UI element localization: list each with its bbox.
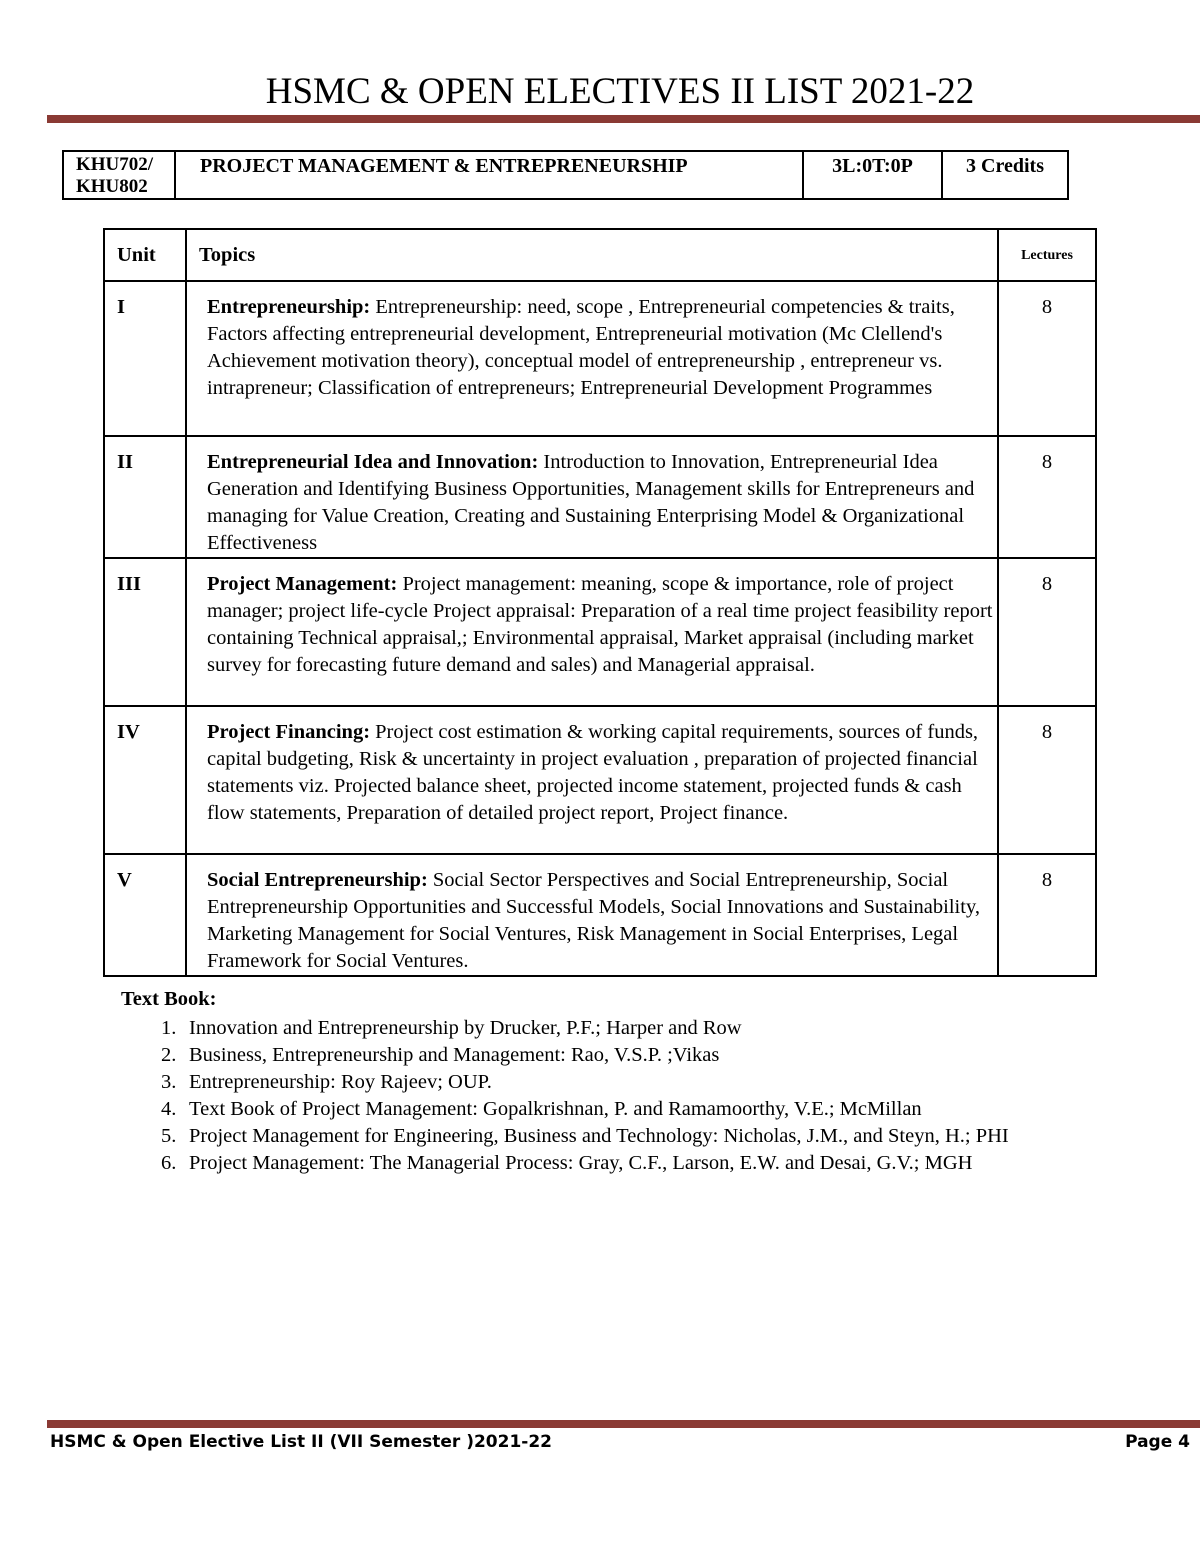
header-rule (47, 115, 1200, 123)
list-item-number: 2. (161, 1044, 177, 1066)
unit-number: II (104, 436, 186, 558)
unit-text: Entrepreneurship: need, scope , Entrepreneurial competencies & traits, Factors affecting entrepreneurial development, Entrepreneurial motivation (Mc Clellend's Achievement motivation theory), conceptual model of entrepreneurship , entrepreneur vs. intrapreneur; Classification of entrepreneurs; Entrepreneurial Development Programmes (207, 296, 955, 399)
unit-lectures: 8 (998, 706, 1096, 854)
unit-number: IV (104, 706, 186, 854)
list-item (161, 1069, 1101, 1096)
unit-topics (186, 854, 998, 976)
unit-topics (186, 706, 998, 854)
unit-topics (186, 558, 998, 706)
textbook-title: Text Book: (121, 988, 217, 1010)
unit-lectures: 8 (998, 281, 1096, 436)
header-unit: Unit (104, 229, 186, 281)
header-topics: Topics (186, 229, 998, 281)
list-item-text: Innovation and Entrepreneurship by Drucker, P.F.; Harper and Row (189, 1017, 742, 1039)
course-info-row (63, 151, 1068, 199)
list-item-number: 6. (161, 1152, 177, 1174)
unit-text: Project management: meaning, scope & importance, role of project manager; project life-cycle Project appraisal: Preparation of a real time project feasibility report containing Technical appraisal,; Environmental appraisal, Market appraisal (including market survey for forecasting future demand and sales) and Managerial appraisal. (207, 573, 993, 676)
course-credits: 3 Credits (942, 151, 1068, 199)
unit-number: I (104, 281, 186, 436)
unit-heading: Project Management: (207, 573, 398, 595)
list-item-number: 5. (161, 1125, 177, 1147)
list-item (161, 1123, 1101, 1150)
table-row (104, 558, 1096, 706)
list-item (161, 1015, 1101, 1042)
course-title: PROJECT MANAGEMENT & ENTREPRENEURSHIP (175, 151, 803, 199)
course-ltp: 3L:0T:0P (803, 151, 942, 199)
table-row (104, 706, 1096, 854)
unit-heading: Entrepreneurial Idea and Innovation: (207, 451, 539, 473)
list-item-number: 4. (161, 1098, 177, 1120)
unit-heading: Social Entrepreneurship: (207, 869, 428, 891)
course-code: KHU702/ KHU802 (63, 151, 175, 199)
table-row (104, 436, 1096, 558)
unit-number: V (104, 854, 186, 976)
page-title: HSMC & OPEN ELECTIVES II LIST 2021-22 (265, 71, 975, 112)
unit-text: Social Sector Perspectives and Social Entrepreneurship, Social Entrepreneurship Opportunities and Successful Models, Social Innovations and Sustainability, Marketing Management for Social Ventures, Risk Management in Social Enterprises, Legal Framework for Social Ventures. (207, 869, 980, 972)
footer-document-label: HSMC & Open Elective List II (VII Semester )2021-22 (50, 1432, 553, 1452)
list-item-text: Project Management: The Managerial Process: Gray, C.F., Larson, E.W. and Desai, G.V.; MGH (189, 1152, 973, 1174)
page-number: Page 4 (1125, 1432, 1190, 1452)
unit-topics (186, 436, 998, 558)
list-item-text: Text Book of Project Management: Gopalkrishnan, P. and Ramamoorthy, V.E.; McMillan (189, 1098, 922, 1120)
header-lectures: Lectures (998, 229, 1096, 281)
course-info-table (62, 150, 1069, 200)
unit-heading: Project Financing: (207, 721, 371, 743)
list-item-text: Business, Entrepreneurship and Management: Rao, V.S.P. ;Vikas (189, 1044, 720, 1066)
list-item (161, 1096, 1101, 1123)
syllabus-units-table (103, 228, 1097, 977)
unit-text: Project cost estimation & working capital requirements, sources of funds, capital budgeting, Risk & uncertainty in project evaluation , preparation of projected financial statements viz. Projected balance sheet, projected income statement, projected funds & cash flow statements, Preparation of detailed project report, Project finance. (207, 721, 979, 824)
unit-number: III (104, 558, 186, 706)
unit-topics (186, 281, 998, 436)
list-item-text: Project Management for Engineering, Business and Technology: Nicholas, J.M., and Steyn, H.; PHI (189, 1125, 1009, 1147)
unit-heading: Entrepreneurship: (207, 296, 371, 318)
unit-lectures: 8 (998, 436, 1096, 558)
list-item (161, 1042, 1101, 1069)
list-item (161, 1150, 1101, 1177)
unit-lectures: 8 (998, 558, 1096, 706)
units-header-row (104, 229, 1096, 281)
unit-lectures: 8 (998, 854, 1096, 976)
footer-rule (47, 1420, 1200, 1428)
list-item-number: 1. (161, 1017, 177, 1039)
unit-text: Introduction to Innovation, Entrepreneurial Idea Generation and Identifying Business Opportunities, Management skills for Entrepreneurs and managing for Value Creation, Creating and Sustaining Enterprising Model & Organizational Effectiveness (207, 451, 975, 554)
textbook-section (121, 986, 1101, 1177)
table-row (104, 854, 1096, 976)
list-item-number: 3. (161, 1071, 177, 1093)
table-row (104, 281, 1096, 436)
list-item-text: Entrepreneurship: Roy Rajeev; OUP. (189, 1071, 492, 1093)
textbook-list (121, 1015, 1101, 1177)
